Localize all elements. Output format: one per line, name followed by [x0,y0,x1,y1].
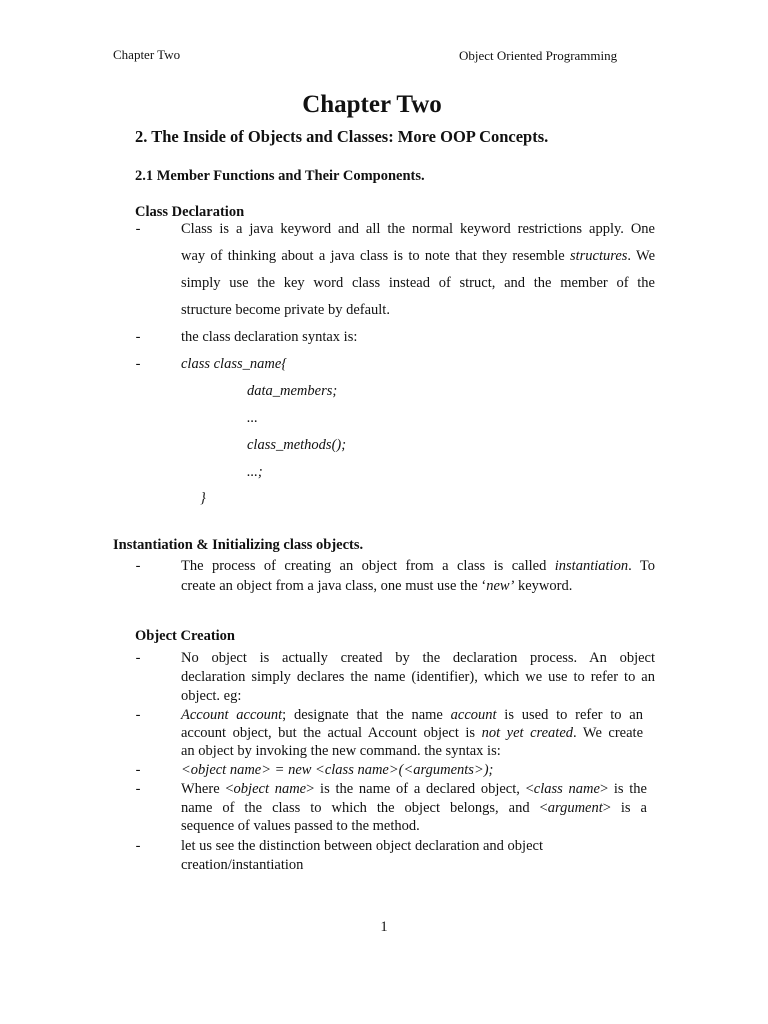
bullet-dash: - [135,762,141,778]
code-line-data-members: data_members; [247,383,338,399]
object-creation-b1-line-1: No object is actually created by the declaration process. An object [181,650,655,666]
bullet-dash: - [135,356,141,372]
bullet-dash: - [135,650,141,666]
instantiation-heading: Instantiation & Initializing class objects. [113,537,364,553]
object-creation-b4-line-3: sequence of values passed to the method. [181,818,420,834]
object-creation-syntax: <object name> = new <class name>(<arguments>); [181,762,494,778]
bullet-dash: - [135,781,141,797]
bullet-dash: - [135,221,141,237]
object-creation-b4-line-2: name of the class to which the object belongs, and <argument> is a [181,800,647,816]
class-desc-line-2: way of thinking about a java class is to note that they resemble structures. We [181,248,656,264]
bullet-dash: - [135,329,141,345]
header-right: Object Oriented Programming [459,48,618,63]
object-creation-b5-line-1: let us see the distinction between object declaration and object [181,838,543,854]
page-number: 1 [380,919,388,935]
object-creation-b2-line-2: account object, but the actual Account object is not yet created. We create [181,725,643,741]
class-declaration-heading: Class Declaration [135,204,245,220]
object-creation-b5-line-2: creation/instantiation [181,857,304,873]
object-creation-b1-line-3: object. eg: [181,688,242,704]
code-line-class-header: class class_name{ [181,356,288,372]
object-creation-heading: Object Creation [135,628,235,644]
object-creation-b4-line-1: Where <object name> is the name of a declared object, <class name> is the [181,781,647,797]
bullet-dash: - [135,707,141,723]
subsection-heading: 2.1 Member Functions and Their Components. [135,168,425,184]
code-line-ellipsis-2: ...; [247,464,263,480]
object-creation-b1-line-2: declaration simply declares the name (identifier), which we use to refer to an [181,669,655,685]
code-line-ellipsis: ... [247,410,258,426]
class-desc-line-1: Class is a java keyword and all the normal keyword restrictions apply. One [181,221,655,237]
code-line-close-brace: } [200,490,206,506]
header-left: Chapter Two [113,47,181,62]
instantiation-line-1: The process of creating an object from a class is called instantiation. To [181,558,655,574]
class-syntax-intro: the class declaration syntax is: [181,329,358,345]
section-heading: 2. The Inside of Objects and Classes: More OOP Concepts. [135,127,549,146]
object-creation-b2-line-3: an object by invoking the new command. the syntax is: [181,743,501,759]
bullet-dash: - [135,558,141,574]
bullet-dash: - [135,838,141,854]
class-desc-line-3: simply use the key word class instead of struct, and the member of the [181,275,655,291]
instantiation-line-2: create an object from a java class, one must use the ‘new’ keyword. [181,578,573,594]
object-creation-b2-line-1: Account account; designate that the name account is used to refer to an [181,707,643,723]
class-desc-line-4: structure become private by default. [181,302,390,318]
code-line-class-methods: class_methods(); [247,437,347,453]
chapter-title: Chapter Two [302,91,442,118]
